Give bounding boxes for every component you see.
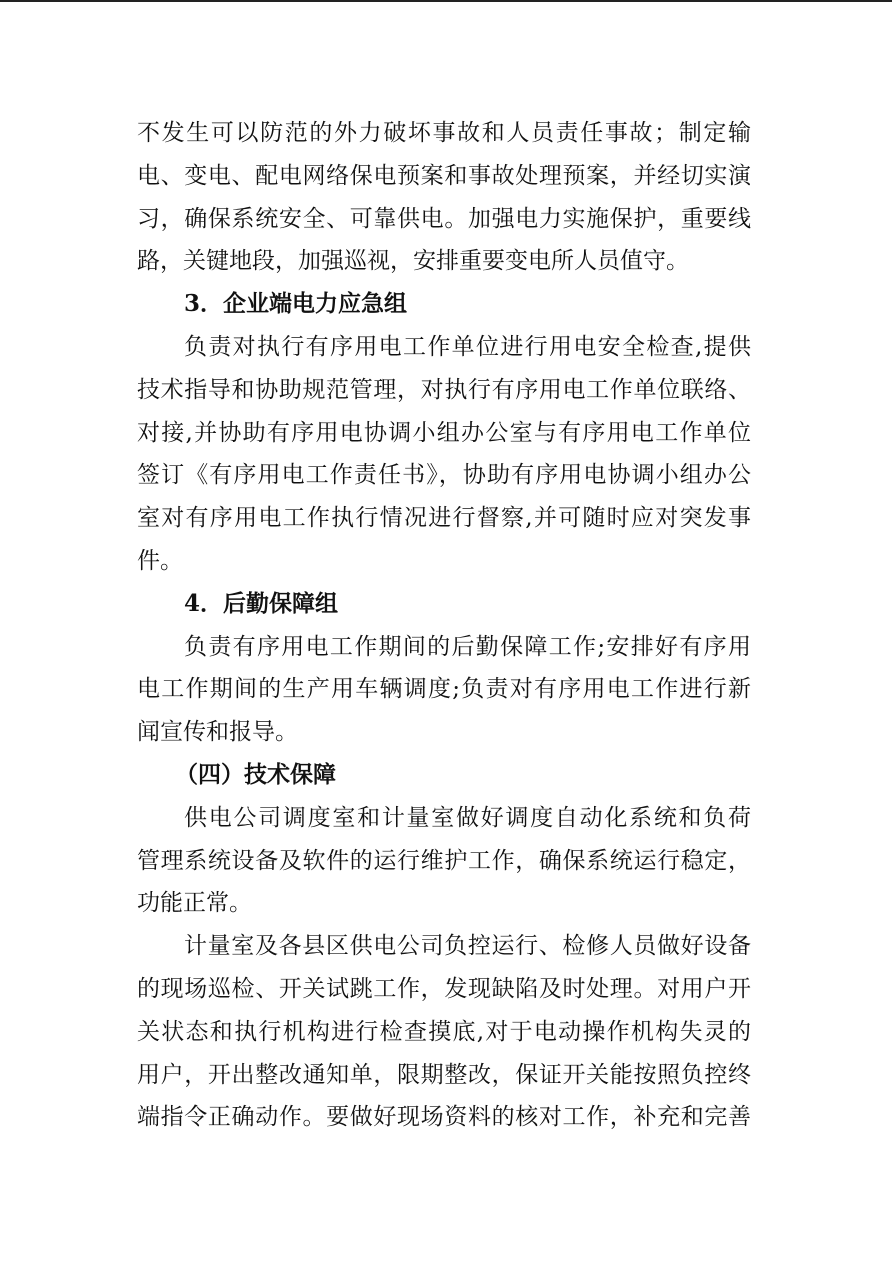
text-line: 计量室及各县区供电公司负控运行、检修人员做好设备: [184, 933, 751, 960]
paragraph: [137, 626, 751, 754]
text-line: 负责对执行有序用电工作单位进行用电安全检查,提供: [184, 333, 751, 360]
text-line: 电工作期间的生产用车辆调度;负责对有序用电工作进行新: [137, 676, 751, 703]
text-line: 功能正常。: [137, 890, 252, 917]
text-line: 端指令正确动作。要做好现场资料的核对工作，补充和完善: [137, 1104, 751, 1131]
text-line: 关状态和执行机构进行检查摸底,对于电动操作机构失灵的: [137, 1018, 751, 1045]
page-top-border: [0, 0, 892, 2]
document-body: [137, 112, 751, 1139]
section-heading-technical-support: （四）技术保障: [175, 760, 336, 788]
paragraph: [137, 326, 751, 583]
text-line: 签订《有序用电工作责任书》，协助有序用电协调小组办公: [137, 462, 751, 489]
text-line: 习，确保系统安全、可靠供电。加强电力实施保护，重要线: [137, 205, 751, 232]
text-line: 闻宣传和报导。: [137, 719, 298, 746]
section-heading-enterprise-emergency: 3．企业端电力应急组: [184, 290, 408, 318]
text-line: 技术指导和协助规范管理，对执行有序用电工作单位联络、: [137, 376, 751, 403]
text-line: 负责有序用电工作期间的后勤保障工作;安排好有序用: [184, 633, 751, 660]
text-line: 的现场巡检、开关试跳工作，发现缺陷及时处理。对用户开: [137, 975, 751, 1002]
text-line: 室对有序用电工作执行情况进行督察,并可随时应对突发事: [137, 505, 751, 532]
text-line: 件。: [137, 547, 183, 574]
text-line: 用户，开出整改通知单，限期整改，保证开关能按照负控终: [137, 1061, 751, 1088]
text-line: 路，关键地段，加强巡视，安排重要变电所人员值守。: [137, 248, 689, 275]
paragraph-continuation: [137, 112, 751, 283]
paragraph: [137, 925, 751, 1139]
text-line: 对接,并协助有序用电协调小组办公室与有序用电工作单位: [137, 419, 751, 446]
text-line: 电、变电、配电网络保电预案和事故处理预案，并经切实演: [137, 162, 751, 189]
text-line: 不发生可以防范的外力破坏事故和人员责任事故；制定输: [137, 120, 751, 146]
section-heading-logistics: 4．后勤保障组: [184, 589, 339, 617]
text-line: 供电公司调度室和计量室做好调度自动化系统和负荷: [184, 804, 751, 831]
text-line: 管理系统设备及软件的运行维护工作，确保系统运行稳定，: [137, 847, 751, 874]
paragraph: [137, 797, 751, 925]
